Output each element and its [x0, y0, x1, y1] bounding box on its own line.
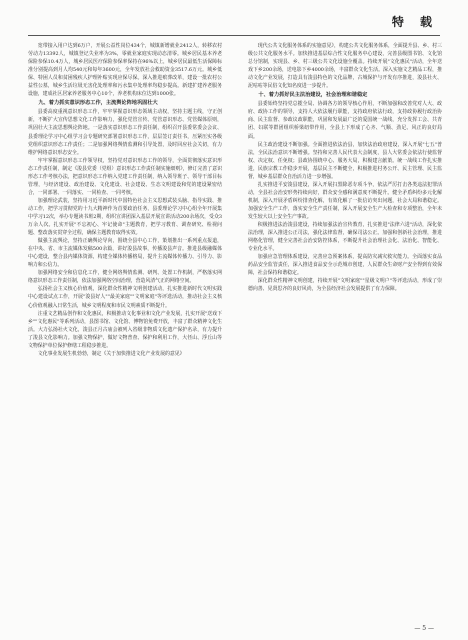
paragraph: 现代公共文化服务体系的实施意见》，构建公共文化服务体系，全面提升县、乡、村三级公共文化服务水平。加快推进基层综合性文化服务中心建设，完善县级图书馆、文化馆总分馆制，实现县、乡、村三级公共文化设施全覆盖。持续开展"文化惠民"活动，全年送戏下乡200余场，送电影下乡4000余场，丰富群众文化生活。深入实施文艺精品工程，推动文化产业发展，打造具有浚县特色的文化品牌，古城保护与开发有序推进，浚县社火、泥咕咕等民俗文化知名度进一步提升。	[248, 43, 442, 90]
section-heading: 九、着力抓实意识形态工作，主流舆论阵地巩固壮大	[38, 100, 158, 107]
page-number: — 5 —	[414, 625, 434, 632]
paragraph: 加强应急管理体系建设，完善应急预案体系，提高防灾减灾救灾能力。全面落实食品药品安全监管责任，深入推进食品安全示范城市创建，人民群众生命财产安全得到有效保障，社会保持和谐稳定。	[248, 254, 442, 277]
paragraph: 文化事业发展生机勃勃，制定《关于加快推进文化产业发展的意见》	[37, 350, 185, 357]
header-rule	[28, 35, 440, 36]
paragraph: 做强主流舆论，坚持正确舆论导向，围绕全县中心工作，策划推出一系列重点报道，在中央、省、市主流媒体发稿500余篇，讲好浚县故事，传播浚县声音。推进县级融媒体中心建设，整合县内媒体资源，构建全媒体传播格局，提升主流媒体传播力、引导力、影响力和公信力。	[28, 238, 222, 269]
paragraph: 深化群众性精神文明创建，持续开展"文明家庭""星级文明户"等评选活动，形成了崇德向善、见贤思齐的良好风尚，为全县经济社会发展提供了有力保障。	[248, 278, 442, 293]
paragraph: 弘扬社会主义核心价值观，深化群众性精神文明创建活动，扎实推进新时代文明实践中心建设试点工作，开展"浚县好人""最美家庭""文明家庭"等评选活动，推动社会主义核心价值观融入日常生活，城乡文明程度和市民文明素质不断提升。	[28, 286, 222, 309]
paragraph: 加强理论武装，坚持用习近平新时代中国特色社会主义思想武装头脑、指导实践、推动工作，把学习贯彻党的十九大精神作为首要政治任务，县委理论学习中心组全年开展集中学习12次，举办专题读书班2期，组织宣讲团深入基层开展宣讲活动200余场次，受众3万余人次。扎实开展"不忘初心、牢记使命"主题教育，把学习教育、调查研究、检视问题、整改落实贯穿全过程，确保主题教育取得实效。	[28, 197, 222, 237]
right-column	[248, 42, 442, 293]
section-heading: 十、着力抓好民主法治建设，社会治理和谐稳定	[258, 92, 368, 99]
paragraph: 注重文艺精品创作和文化惠民，积极推动文化事业和文化产业发展，扎实开展"送戏下乡""文化惠民"等系列活动，县图书馆、文化馆、博物馆免费开放，丰富了群众精神文化生活。大力弘扬社火文化，浚县正月古庙会被列入省级非物质文化遗产保护名录，有力提升了浚县文化影响力。加强文物保护，做好文物普查、保护和利用工作，大伾山、浮丘山等文物保护单位保护修缮工程稳步推进。	[28, 310, 222, 349]
paragraph: 扎实推进平安浚县建设，深入开展扫黑除恶专项斗争，依法严厉打击各类违法犯罪活动，全县社会治安形势持续向好，群众安全感和满意度不断提升。健全矛盾纠纷多元化解机制，深入开展矛盾纠纷排查化解，有效化解了一批信访突出问题，社会大局和谐稳定。加强安全生产工作，落实安全生产责任制，深入开展安全生产大检查和专项整治，全年未发生较大以上安全生产事故。	[248, 181, 442, 220]
left-column	[28, 42, 222, 358]
paragraph: 县委高度重视意识形态工作，牢牢掌握意识形态领域主动权，坚持主题主线，守正创新，不断扩大宣传思想文化工作影响力，强化党管宣传、党管意识形态、党管媒体原则，巩固壮大主流思想舆论阵地。一是落实意识形态工作责任制，组织召开县委常委会会议、县委理论学习中心组学习会专题研究部署意识形态工作，层层签订责任书，压紧压实各级党组织意识形态工作责任；二是加强网络舆情监测和引导处置，及时回应社会关切，有力维护网络意识形态安全。	[28, 109, 222, 156]
paragraph: 县委始终坚持党总揽全局、协调各方的领导核心作用，不断加强和改善党对人大、政府、政协工作的领导，支持人大依法履行职能，支持政府依法行政，支持政协履行政治协商、民主监督、参政议政职能，巩固和发展最广泛的爱国统一战线，充分发挥工会、共青团、妇联等群团组织桥梁纽带作用，全县上下形成了心齐、气顺、劲足、风正的良好局面。	[248, 101, 442, 140]
page-header-title: 特 载	[391, 15, 438, 29]
paragraph: 牢牢掌握意识形态工作领导权，坚持党对意识形态工作的领导，全面贯彻落实意识形态工作责任制，制定《浚县党委（党组）意识形态工作责任制实施细则》，修订完善了意识形态工作考核办法，把意识形态工作纳入党建工作责任制，纳入领导班子、领导干部目标管理，与经济建设、政治建设、文化建设、社会建设、生态文明建设和党的建设紧密结合，一同部署、一同落实、一同检查、一同考核。	[28, 157, 222, 196]
paragraph: 积极推进法治浚县建设，持续加强法治宣传教育，扎实推进"法律六进"活动，深化依法治理，深入推进公正司法，强化法律监督，确保司法公正。加强和创新社会治理，推进网格化管理，健全完善社会治安防控体系，不断提升社会治理社会化、法治化、智能化、专业化水平。	[248, 222, 442, 253]
paragraph: 加强网络安全和信息化工作，健全网络舆情监测、研判、处置工作机制，严格落实网络意识形态工作责任制，依法加强网络空间治理，营造风清气正的网络空间。	[28, 270, 222, 285]
paragraph: 民主政治建设不断加强。全面推进依法治县，加快法治政府建设，深入开展"七五"普法，全民法治意识不断增强。坚持和完善人民代表大会制度，县人大常委会依法行使监督权、决定权、任免权；县政协围绕中心、服务大局，积极建言献策。统一战线工作扎实推进，民族宗教工作稳步开展，基层民主不断健全，积极推进村务公开、民主管理、民主监督，城乡基层群众自治活力进一步增强。	[248, 141, 442, 180]
paragraph: 宽带接入用户达到6万户，开展公益性岗位434个，城镇新增就业2412人，转移农村劳动力13392人，城镇登记失业率为3%，零就业家庭实现动态清零。城乡居民基本养老保险参保10.4万人，城乡居民医疗保险参保率保持在96%以上，城乡居民最低生活保障标准分别提高到月人均540元和每年3600元，全年发放社会救助资金3517.6万元。城乡低保、特困人员和贫困残疾人护理补贴实现应保尽保。深入推进殡葬改革，建设一批农村公益性公墓，城乡生活垃圾无害化处理率和污水集中处理率均稳步提高。新建扩建养老服务设施，建成社区居家养老服务中心10个，养老机构床位达到1000张。	[28, 43, 222, 98]
